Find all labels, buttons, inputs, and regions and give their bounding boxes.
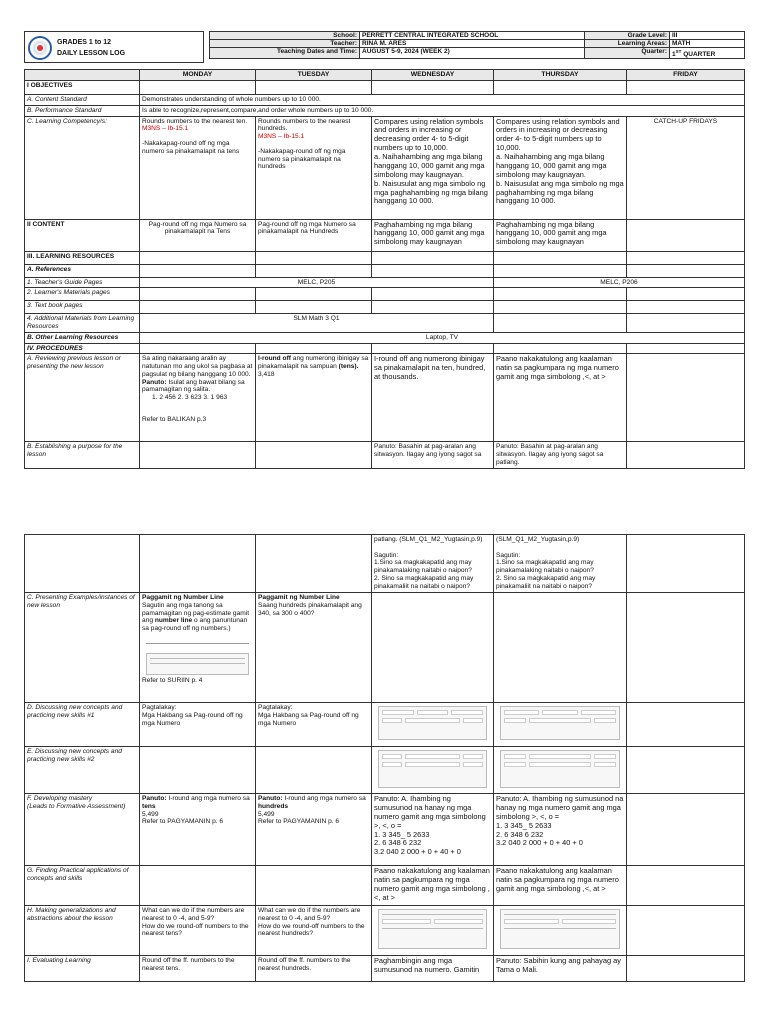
- review-monday-items: 1. 2 456 2. 3 623 3. 1 963: [152, 394, 228, 402]
- teacher-value: RINA M. ARES: [360, 40, 585, 48]
- header-title-line1: GRADES 1 to 12: [57, 39, 112, 46]
- mastery-monday-items: 5,499 Refer to PAGYAMANIN p. 6: [142, 810, 224, 826]
- lesson-table-page1: [24, 69, 745, 469]
- examples-tuesday-title: Paggamit ng Number Line: [258, 594, 340, 601]
- grade-value: III: [670, 32, 745, 40]
- procedures-heading: IV. PROCEDURES: [25, 343, 140, 354]
- purpose-thursday-cont: (SLM_Q1_M2_Yugtasin,p.9) Sagutin: 1.Sino sa magkakapatid ang may pinakamalaking naitabi o naipon? 2. Sino sa magkakapatid ang may pinakamaliit na naitabi o naipon?: [494, 535, 627, 593]
- examples-monday-text2: o ang panuntunan sa pag-round off ng numbers.): [142, 617, 248, 633]
- mastery-tuesday-panuto: Panuto:: [258, 795, 283, 802]
- purpose-wednesday-cont: patlang. (SLM_Q1_M2_Yugtasin,p.9) Sagutin: 1.Sino sa magkakapatid ang may pinakamalaking naitabi o naipon? 2. Sino sa magkakapatid ang may pinakamaliit na naitabi o naipon?: [372, 535, 494, 593]
- header-title: [57, 38, 125, 59]
- day-tuesday: TUESDAY: [256, 70, 372, 81]
- header-info-table: [209, 31, 745, 59]
- mastery-monday-tens: tens: [142, 802, 156, 810]
- competency-tuesday-text: Rounds numbers to the nearest hundreds.: [258, 117, 351, 133]
- competency-tuesday-code: M3NS – Ib-15.1: [258, 133, 305, 141]
- content-standard-text: Demonstrates understanding of whole numbers up to 10 000.: [140, 95, 745, 106]
- review-monday-ref: Refer to BALIKAN p.3: [142, 415, 207, 423]
- area-label: Learning Areas:: [585, 40, 670, 48]
- resources-heading: III. LEARNING RESOURCES: [25, 251, 140, 264]
- evaluation-label: I. Evaluating Learning: [25, 956, 140, 982]
- evaluation-tuesday: Round off the ff. numbers to the nearest hundreds.: [256, 956, 372, 982]
- competency-label: C. Learning Competency/s:: [25, 116, 140, 219]
- competency-friday: CATCH-UP FRIDAYS: [627, 116, 745, 219]
- discuss2-thursday: [494, 747, 627, 794]
- other-resources-value: Laptop, TV: [140, 332, 745, 343]
- discuss2-wednesday: [372, 747, 494, 794]
- mastery-wednesday: Panuto: A. Ihambing ng sumusunod na hanay ng mga numero gamit ang mga simbolong >, <, o = 1. 3 345_ 5 2633 2. 6 348 6 232 3.2 040 2 000 + 0 + 40 + 0: [372, 794, 494, 866]
- lm-pages-label: 2. Learner's Materials pages: [25, 288, 140, 301]
- examples-monday: [140, 593, 256, 703]
- evaluation-monday: Round off the ff. numbers to the nearest tens.: [140, 956, 256, 982]
- content-thursday: Paghahambing ng mga bilang hanggang 10, 000 gamit ang mga simbolong may kaugnayan: [494, 219, 627, 251]
- examples-monday-numberline: number line: [154, 617, 193, 625]
- evaluation-thursday: Panuto: Sabihin kung ang pahayag ay Tama o Mali.: [494, 956, 627, 982]
- competency-monday-text: Rounds numbers to the nearest ten.: [142, 117, 248, 125]
- performance-standard-text: Is able to recognize,represent,compare,and order whole numbers up to 10 000.: [140, 105, 745, 116]
- lesson-table-page2: [24, 534, 745, 982]
- generalization-thursday: [494, 906, 627, 956]
- examples-monday-ref: Refer to SURIIN p. 4: [142, 676, 203, 684]
- mastery-label: F. Developing mastery (Leads to Formative Assessment): [25, 794, 140, 866]
- review-tuesday-number: 3,418: [258, 370, 275, 378]
- area-value: MATH: [670, 40, 745, 48]
- day-monday: MONDAY: [140, 70, 256, 81]
- discuss1-label: D. Discussing new concepts and practicing new skills #1: [25, 703, 140, 747]
- number-line-image: [146, 636, 249, 650]
- competency-tuesday-filipino: -Nakakapag-round off ng mga numero sa pinakamalapit na hundreds: [258, 147, 346, 171]
- mastery-tuesday-hundreds: hundreds: [258, 802, 289, 810]
- purpose-label: B. Establishing a purpose for the lesson: [25, 442, 140, 468]
- teacher-label: Teacher:: [210, 40, 360, 48]
- competency-thursday: Compares using relation symbols and orders in increasing or decreasing order 4- to 5-digit numbers up to 10,000. a. Naihahambing ang mga bilang hanggang 10, 000 gamit ang mga simbolong may kaugnayan. b. Naisusulat ang mga simbolo ng mga paghahambing ng mga bilang hanggang 10 000.: [494, 116, 627, 219]
- number-line-example-image: [146, 653, 249, 675]
- tg-pages-label: 1. Teacher's Guide Pages: [25, 277, 140, 288]
- examples-monday-text1: Sagutin ang mga tanong sa pamamagitan ng pag-estimate gamit ang: [142, 601, 250, 625]
- competency-monday-code: M3NS – Ib-15.1: [142, 125, 189, 133]
- mastery-monday-text: I-round ang mga numero sa: [166, 795, 250, 802]
- day-thursday: THURSDAY: [494, 70, 627, 81]
- content-tuesday: Pag-round off ng mga Numero sa pinakamalapit na Hundreds: [256, 219, 372, 251]
- competency-wednesday: Compares using relation symbols and orders in increasing or decreasing order 4- to 5-digit numbers up to 10,000. a. Naihahambing ang mga bilang hanggang 10, 000 gamit ang mga simbolong may kaugnayan. b. Naisusulat ang mga simbolo ng mga paghahambing ng mga bilang hanggang 10 000.: [372, 116, 494, 219]
- grade-label: Grade Level:: [585, 32, 670, 40]
- application-thursday: Paano nakakatulong ang kaalaman natin sa pagkumpara ng mga numero gamit ang mga simbolong ,<, at >: [494, 866, 627, 906]
- review-tuesday: [256, 354, 372, 442]
- tg-pages-wed-thu: MELC, P206: [494, 277, 745, 288]
- discuss1-tuesday: Pagtalakay: Mga Hakbang sa Pag-round off ng mga Numero: [256, 703, 372, 747]
- examples-monday-title: Paggamit ng Number Line: [142, 594, 224, 601]
- review-monday-intro: Sa ating nakaraang aralin ay natutunan mo ang ukol sa pagbasa at pagsulat ng bilang hanggang 10 000.: [142, 355, 253, 378]
- competency-monday-filipino: -Nakakapag-round off ng mga numero sa pinakamalapit na tens: [142, 140, 240, 155]
- day-friday: FRIDAY: [627, 70, 745, 81]
- tg-pages-mon-tue: MELC, P205: [140, 277, 494, 288]
- day-wednesday: WEDNESDAY: [372, 70, 494, 81]
- content-standard-label: A. Content Standard: [25, 95, 140, 106]
- school-label: School:: [210, 32, 360, 40]
- other-resources-label: B. Other Learning Resources: [25, 332, 140, 343]
- purpose-thursday: Panuto: Basahin at pag-aralan ang sitwasyon. Ilagay ang iyong sagot sa patlang.: [494, 442, 627, 468]
- discuss1-monday: Pagtalakay: Mga Hakbang sa Pag-round off ng mga Numero: [140, 703, 256, 747]
- place-value-image: [378, 909, 487, 949]
- additional-materials-label: 4. Additional Materials from Learning Resources: [25, 314, 140, 333]
- comparison-rules-image: [378, 750, 487, 788]
- review-label: A. Reviewing previous lesson or presenting the new lesson: [25, 354, 140, 442]
- application-wednesday: Paano nakakatulong ang kaalaman natin sa pagkumpara ng mga numero gamit ang mga simbolong ,<, at >: [372, 866, 494, 906]
- generalization-tuesday: What can we do if the numbers are nearest to 0 -4, and 5-9? How do we round-off numbers to the nearest hundreds?: [256, 906, 372, 956]
- quarter-label: Quarter:: [585, 48, 670, 59]
- references-label: A. References: [25, 264, 140, 277]
- mastery-monday: [140, 794, 256, 866]
- purpose-wednesday: Panuto: Basahin at pag-aralan ang sitwasyon. Ilagay ang iyong sagot sa: [372, 442, 494, 468]
- quarter-word: QUARTER: [681, 51, 716, 59]
- discuss2-label: E. Discussing new concepts and practicing new skills #2: [25, 747, 140, 794]
- place-value-image: [500, 909, 620, 949]
- application-label: G. Finding Practical applications of concepts and skills: [25, 866, 140, 906]
- evaluation-wednesday: Paghambingin ang mga sumusunod na numero. Gamitin: [372, 956, 494, 982]
- additional-materials-value: SLM Math 3 Q1: [140, 314, 494, 333]
- content-heading: II CONTENT: [25, 219, 140, 251]
- mastery-monday-panuto: Panuto:: [142, 795, 167, 802]
- mastery-thursday: Panuto: A. Ihambing ng sumusunod na hanay ng mga numero gamit ang mga simbolong >, <, o = 1. 3 345_ 5 2633 2. 6 348 6 232 3.2 040 2 000 + 0 + 40 + 0: [494, 794, 627, 866]
- lesson-log-header: [24, 31, 744, 63]
- quarter-value: [670, 48, 745, 59]
- review-monday-panuto: Panuto:: [142, 378, 167, 386]
- deped-seal-icon: [28, 36, 52, 60]
- review-tuesday-bold: I-round off: [258, 355, 291, 363]
- dates-label: Teaching Dates and Time:: [210, 48, 360, 59]
- examples-label: C. Presenting Examples/instances of new lesson: [25, 593, 140, 703]
- performance-standard-label: B. Performance Standard: [25, 105, 140, 116]
- review-monday: [140, 354, 256, 442]
- mastery-tuesday-text: I-round ang mga numero sa: [282, 795, 366, 802]
- generalization-label: H. Making generalizations and abstractions about the lesson: [25, 906, 140, 956]
- content-wednesday: Paghahambing ng mga bilang hanggang 10, 000 gamit ang mga simbolong may kaugnayan: [372, 219, 494, 251]
- discuss1-wednesday: [372, 703, 494, 747]
- header-title-line2: DAILY LESSON LOG: [57, 49, 126, 57]
- header-logo-box: [24, 31, 204, 63]
- textbook-pages-label: 3. Text book pages: [25, 301, 140, 314]
- quarter-sup: ST: [675, 49, 682, 54]
- corner-cell: [25, 70, 140, 81]
- generalization-wednesday: [372, 906, 494, 956]
- mastery-tuesday-items: 5,499 Refer to PAGYAMANIN p. 6: [258, 810, 340, 826]
- review-monday-instruction: Isulat ang bawat bilang sa pamamagitan ng salita.: [142, 378, 245, 394]
- mastery-tuesday: [256, 794, 372, 866]
- quarter-number: 1: [672, 51, 676, 59]
- comparison-rules-image: [500, 750, 620, 788]
- examples-tuesday: [256, 593, 372, 703]
- review-wednesday: I-round off ang numerong ibinigay sa pinakamalapit na ten, hundred, at thousands.: [372, 354, 494, 442]
- review-thursday: Paano nakakatulong ang kaalaman natin sa pagkumpara ng mga numero gamit ang mga simbolong ,<, at >: [494, 354, 627, 442]
- discuss1-thursday: [494, 703, 627, 747]
- competency-monday: [140, 116, 256, 219]
- comparison-table-image: [500, 706, 620, 740]
- comparison-table-image: [378, 706, 487, 740]
- generalization-monday: What can we do if the numbers are nearest to 0 -4, and 5-9? How do we round-off numbers to the nearest tens?: [140, 906, 256, 956]
- review-tuesday-tens: (tens).: [338, 363, 359, 371]
- examples-tuesday-text: Saang hundreds pinakamalapit ang 340, sa 300 o 400?: [258, 601, 362, 617]
- school-value: PERRETT CENTRAL INTEGRATED SCHOOL: [360, 32, 585, 40]
- objectives-heading: I OBJECTIVES: [25, 81, 140, 95]
- dates-value: AUGUST 5-9, 2024 (WEEK 2): [360, 48, 585, 59]
- competency-tuesday: [256, 116, 372, 219]
- content-monday: Pag-round off ng mga Numero sa pinakamalapit na Tens: [140, 219, 256, 251]
- review-tuesday-text: ang numerong ibinigay sa pinakamalapit na sampuan: [258, 355, 369, 371]
